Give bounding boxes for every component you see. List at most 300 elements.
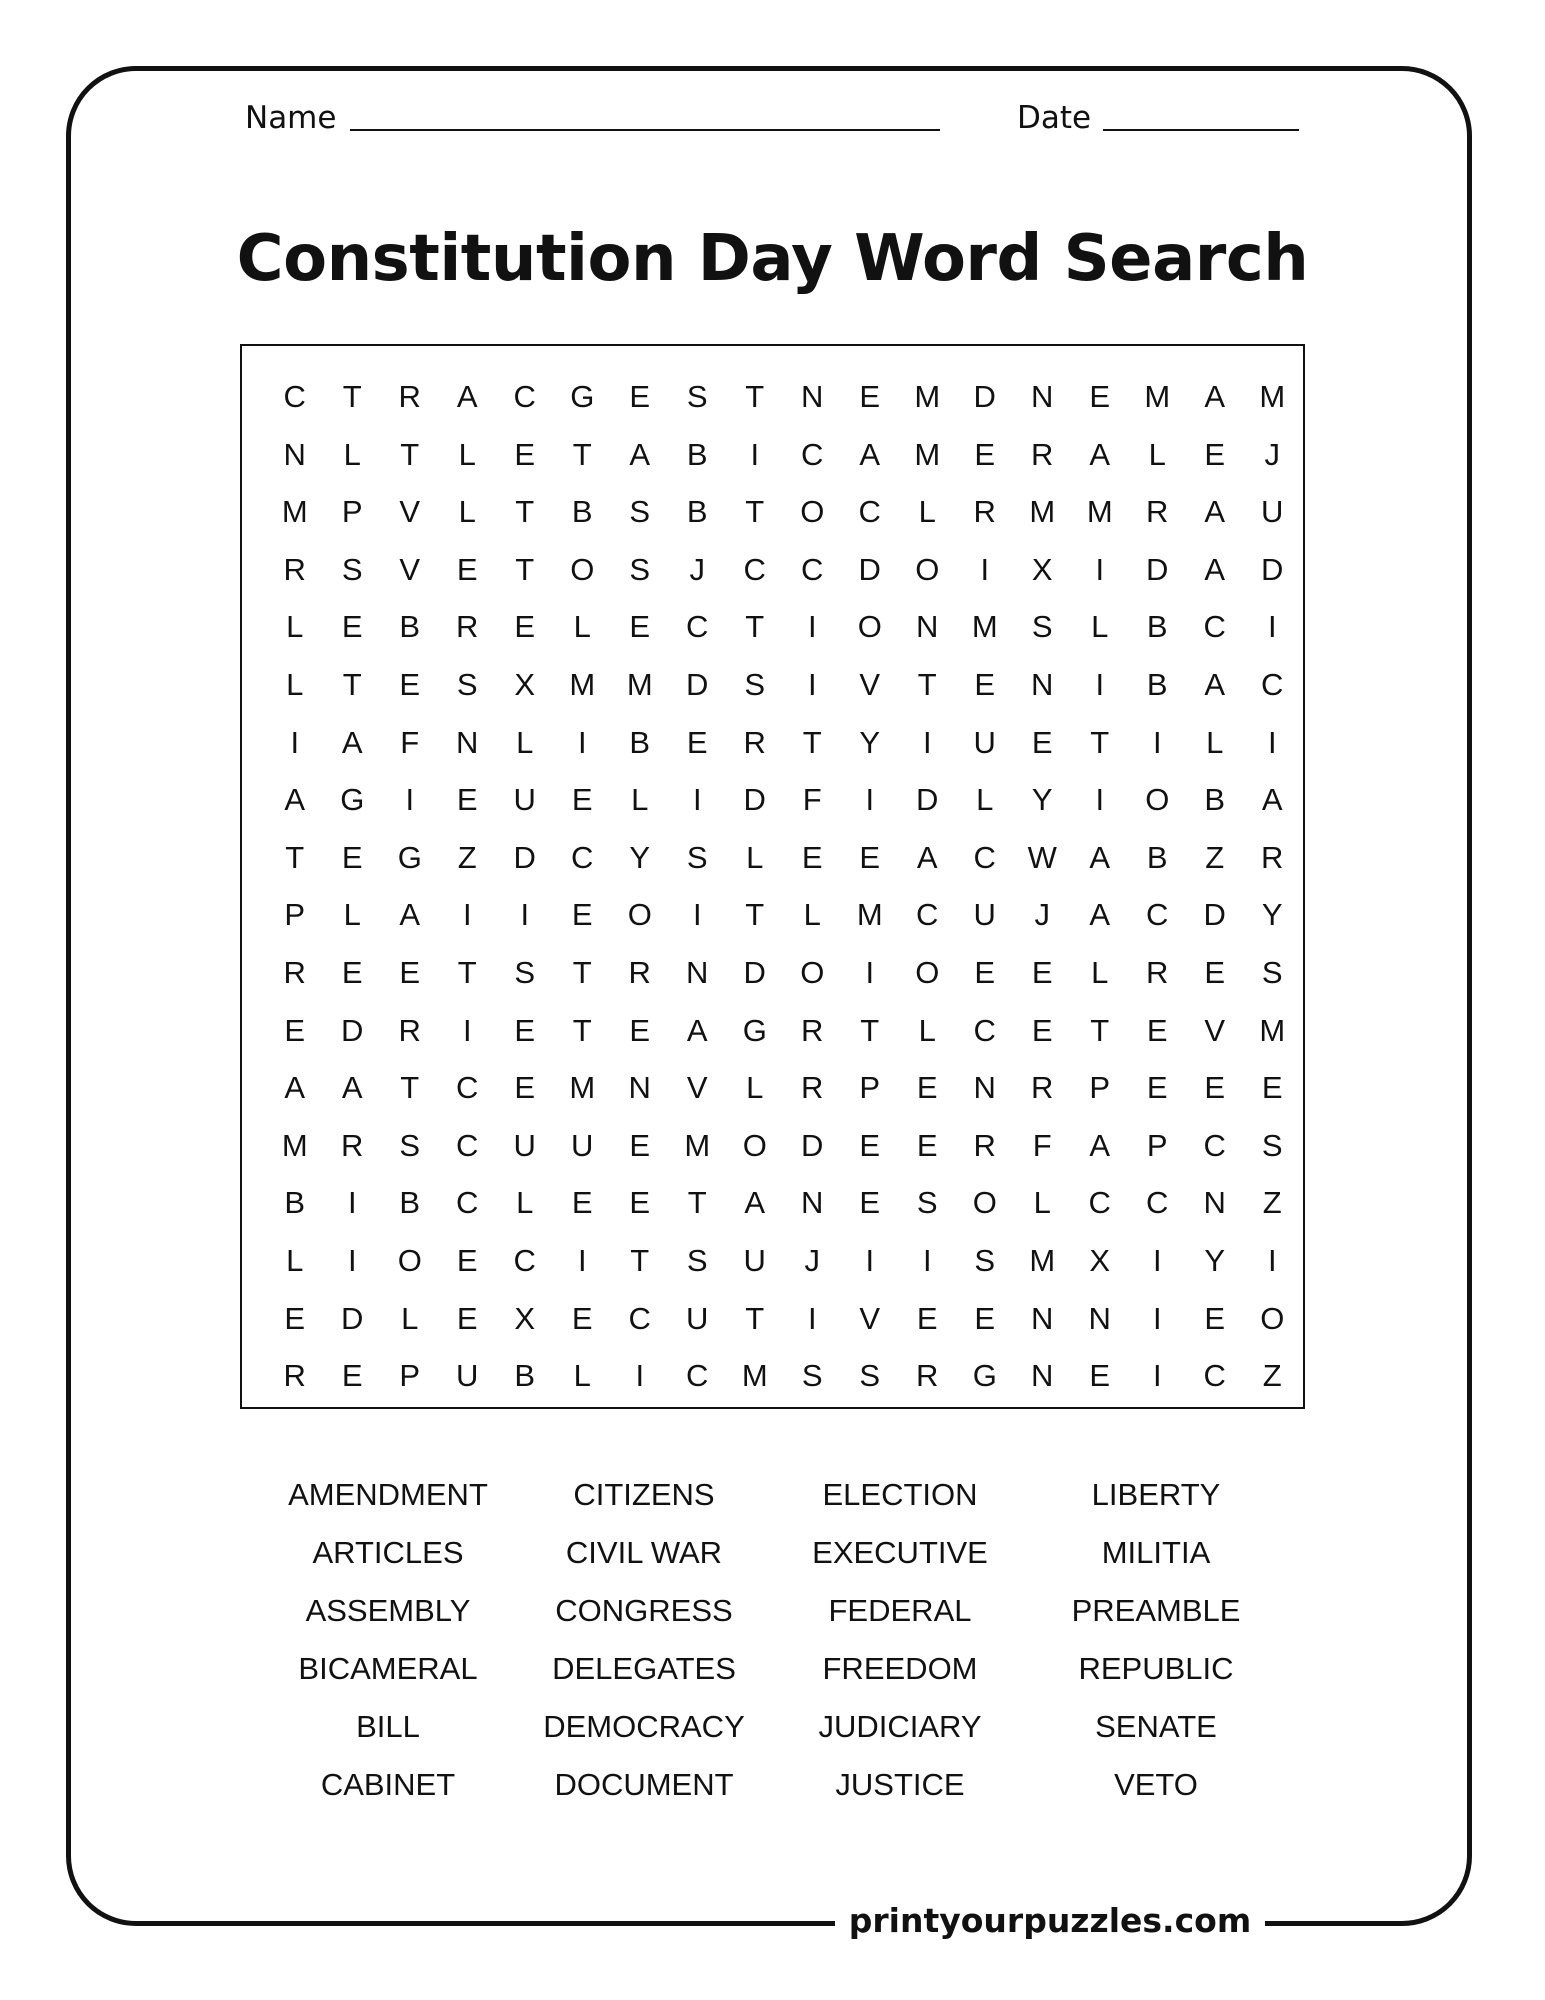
puzzle-grid-box [240,344,1305,1409]
grid-letter: D [858,551,881,587]
grid-letter: E [341,1358,363,1394]
grid-letter: E [859,839,881,875]
grid-letter: B [1146,609,1168,645]
grid-letter: B [686,494,708,530]
grid-letter: C [973,839,996,875]
grid-letter: I [865,954,875,990]
grid-letter: L [286,609,304,645]
grid-letter: E [284,1300,306,1336]
grid-letter: D [1203,897,1226,933]
grid-letter: E [629,1185,651,1221]
grid-letter: A [456,379,478,414]
grid-letter: A [686,1012,708,1048]
grid-letter: N [628,1070,651,1106]
grid-letter: T [687,1185,707,1221]
grid-letter: I [520,897,530,933]
grid-letter: S [629,551,651,587]
grid-letter: R [973,494,996,530]
grid-letter: I [462,1012,472,1048]
grid-letter: D [686,666,709,702]
grid-letter: A [1089,839,1111,875]
grid-letter: A [859,436,881,472]
grid-letter: T [572,436,592,472]
grid-letter: I [405,782,415,818]
grid-letter: E [1204,436,1226,472]
footer-site: printyourpuzzles.com [848,1901,1252,1940]
grid-letter: M [281,1127,308,1163]
grid-letter: E [629,1127,651,1163]
grid-letter: Y [1204,1242,1226,1278]
date-line [1103,129,1299,131]
grid-letter: T [400,1070,420,1106]
grid-letter: E [571,782,593,818]
grid-letter: V [859,666,881,702]
grid-letter: I [692,897,702,933]
grid-letter: M [1259,1012,1286,1048]
word-list-item: VETO [1114,1767,1198,1802]
grid-letter: O [915,954,940,990]
grid-letter: M [569,1070,596,1106]
grid-letter: I [807,609,817,645]
grid-letter: I [1267,724,1277,760]
grid-letter: A [1261,782,1283,818]
grid-letter: O [800,954,825,990]
grid-letter: I [980,551,990,587]
word-list-item: ELECTION [822,1477,978,1512]
grid-letter: R [801,1012,824,1048]
grid-letter: E [341,609,363,645]
grid-letter: G [972,1358,997,1394]
grid-letter: E [399,666,421,702]
grid-letter: S [1031,609,1053,645]
grid-letter: B [399,1185,421,1221]
grid-letter: L [516,724,534,760]
grid-letter: J [804,1242,820,1278]
word-list-item: FEDERAL [828,1593,972,1628]
grid-letter: L [401,1300,419,1336]
grid-letter: N [1031,1358,1054,1394]
grid-letter: C [1146,897,1169,933]
grid-letter: V [859,1300,881,1336]
grid-letter: B [1146,839,1168,875]
grid-letter: M [1259,379,1286,414]
grid-letter: E [801,839,823,875]
grid-letter: E [916,1127,938,1163]
grid-letter: J [689,551,705,587]
grid-letter: R [283,954,306,990]
grid-letter: U [513,782,536,818]
grid-letter: A [1089,897,1111,933]
grid-letter: C [1088,1185,1111,1221]
grid-letter: L [343,897,361,933]
grid-letter: C [858,494,881,530]
grid-letter: O [570,551,595,587]
grid-letter: E [1204,1300,1226,1336]
grid-letter: S [801,1358,823,1394]
grid-letter: T [572,1012,592,1048]
grid-letter: G [570,379,595,414]
word-list-item: FREEDOM [822,1651,978,1686]
grid-letter: M [1086,494,1113,530]
grid-letter: B [686,436,708,472]
grid-letter: E [1031,954,1053,990]
grid-letter: E [974,954,996,990]
page-title: Constitution Day Word Search [236,222,1309,296]
grid-letter: R [973,1127,996,1163]
word-list-item: ASSEMBLY [305,1593,471,1628]
grid-letter: G [742,1012,767,1048]
word-list-item: DELEGATES [552,1651,736,1686]
grid-letter: E [974,666,996,702]
grid-letter: L [746,1070,764,1106]
grid-letter: Z [1262,1185,1282,1221]
grid-letter: I [1152,1358,1162,1394]
grid-letter: D [341,1012,364,1048]
grid-letter: C [686,609,709,645]
grid-letter: R [456,609,479,645]
grid-letter: I [1095,782,1105,818]
grid-letter: M [914,436,941,472]
grid-letter: G [340,782,365,818]
grid-letter: M [971,609,998,645]
grid-letter: D [801,1127,824,1163]
grid-letter: Z [457,839,477,875]
grid-letter: I [1152,724,1162,760]
grid-letter: T [572,954,592,990]
grid-letter: E [284,1012,306,1048]
grid-letter: L [918,494,936,530]
grid-letter: D [973,379,996,414]
grid-letter: C [1203,1358,1226,1394]
grid-letter: C [513,379,536,414]
word-list-item: EXECUTIVE [812,1535,988,1570]
grid-letter: J [1034,897,1050,933]
grid-letter: R [801,1070,824,1106]
grid-letter: O [742,1127,767,1163]
name-line [350,129,940,131]
word-list-item: DEMOCRACY [543,1709,745,1744]
grid-letter: L [516,1185,534,1221]
grid-letter: U [743,1242,766,1278]
grid-letter: A [341,724,363,760]
grid-letter: O [1260,1300,1285,1336]
grid-letter: R [628,954,651,990]
grid-letter: N [456,724,479,760]
word-list-item: DOCUMENT [554,1767,734,1802]
grid-letter: L [1033,1185,1051,1221]
grid-letter: S [916,1185,938,1221]
grid-letter: M [1029,1242,1056,1278]
grid-letter: P [859,1070,881,1106]
grid-letter: I [1095,666,1105,702]
grid-letter: L [573,609,591,645]
grid-letter: I [347,1185,357,1221]
grid-letter: S [859,1358,881,1394]
grid-letter: M [856,897,883,933]
grid-letter: E [1204,954,1226,990]
grid-letter: M [741,1358,768,1394]
grid-letter: L [343,436,361,472]
grid-letter: T [515,494,535,530]
word-list-item: CIVIL WAR [565,1535,723,1570]
grid-letter: E [916,1070,938,1106]
grid-letter: M [1144,379,1171,414]
grid-letter: S [399,1127,421,1163]
grid-letter: L [1148,436,1166,472]
grid-letter: E [859,379,881,414]
name-label: Name [245,100,337,136]
grid-letter: R [283,1358,306,1394]
grid-letter: L [631,782,649,818]
word-list-item: CITIZENS [573,1477,715,1512]
grid-letter: I [1267,1242,1277,1278]
grid-letter: A [284,1070,306,1106]
grid-letter: I [1152,1300,1162,1336]
date-label: Date [1017,100,1092,136]
grid-letter: B [1204,782,1226,818]
grid-letter: C [916,897,939,933]
grid-letter: S [686,1242,708,1278]
grid-letter: T [860,1012,880,1048]
grid-letter: N [1203,1185,1226,1221]
grid-letter: E [1146,1012,1168,1048]
grid-letter: D [1146,551,1169,587]
grid-letter: E [456,551,478,587]
grid-letter: E [571,897,593,933]
grid-letter: O [857,609,882,645]
grid-letter: I [865,1242,875,1278]
grid-letter: T [400,436,420,472]
word-list-item: ARTICLES [312,1535,464,1570]
grid-letter: R [398,1012,421,1048]
grid-letter: T [285,839,305,875]
grid-letter: I [750,436,760,472]
grid-letter: L [1091,609,1109,645]
grid-letter: F [1032,1127,1052,1163]
grid-letter: I [922,724,932,760]
grid-letter: T [745,609,765,645]
grid-letter: R [1031,1070,1054,1106]
grid-letter: S [974,1242,996,1278]
grid-letter: C [628,1300,651,1336]
word-list-item: BILL [356,1709,420,1744]
grid-letter: O [627,897,652,933]
word-list-item: AMENDMENT [288,1477,488,1512]
grid-letter: E [1089,379,1111,414]
grid-letter: N [801,379,824,414]
grid-letter: N [973,1070,996,1106]
grid-letter: B [399,609,421,645]
grid-letter: C [456,1127,479,1163]
grid-letter: E [341,954,363,990]
grid-letter: E [629,379,651,414]
grid-letter: Y [1261,897,1283,933]
grid-letter: L [976,782,994,818]
grid-letter: U [513,1127,536,1163]
grid-letter: N [801,1185,824,1221]
grid-letter: O [915,551,940,587]
grid-letter: C [801,436,824,472]
grid-letter: E [514,1070,536,1106]
grid-letter: D [341,1300,364,1336]
grid-letter: T [745,494,765,530]
grid-letter: E [456,1242,478,1278]
grid-letter: L [573,1358,591,1394]
grid-letter: Z [1262,1358,1282,1394]
grid-letter: P [1146,1127,1168,1163]
grid-letter: F [802,782,822,818]
grid-letter: L [1206,724,1224,760]
grid-letter: V [686,1070,708,1106]
grid-letter: R [743,724,766,760]
grid-letter: R [1031,436,1054,472]
grid-letter: T [457,954,477,990]
grid-letter: X [514,666,536,702]
grid-letter: B [1146,666,1168,702]
grid-letter: U [973,897,996,933]
grid-letter: C [283,379,306,414]
grid-letter: C [456,1070,479,1106]
grid-letter: L [458,436,476,472]
grid-letter: N [1031,1300,1054,1336]
word-list-item: REPUBLIC [1078,1651,1234,1686]
grid-letter: S [456,666,478,702]
grid-letter: C [513,1242,536,1278]
grid-letter: E [456,782,478,818]
grid-letter: T [1090,1012,1110,1048]
word-list-item: PREAMBLE [1071,1593,1241,1628]
grid-letter: E [629,609,651,645]
grid-letter: M [281,494,308,530]
grid-letter: E [514,436,536,472]
grid-letter: Z [1205,839,1225,875]
grid-letter: P [341,494,363,530]
grid-letter: A [1204,666,1226,702]
grid-letter: C [801,551,824,587]
grid-letter: T [917,666,937,702]
grid-letter: A [629,436,651,472]
grid-letter: S [686,839,708,875]
word-list-item: SENATE [1095,1709,1217,1744]
grid-letter: N [916,609,939,645]
grid-letter: I [865,782,875,818]
grid-letter: T [342,379,362,414]
grid-letter: J [1264,436,1280,472]
grid-letter: A [1204,494,1226,530]
grid-letter: R [1146,494,1169,530]
grid-letter: U [456,1358,479,1394]
grid-letter: C [1203,1127,1226,1163]
grid-letter: L [286,1242,304,1278]
grid-letter: U [571,1127,594,1163]
grid-letter: C [571,839,594,875]
grid-letter: P [284,897,306,933]
grid-letter: E [916,1300,938,1336]
grid-letter: L [918,1012,936,1048]
grid-letter: R [1146,954,1169,990]
grid-letter: R [341,1127,364,1163]
grid-letter: B [514,1358,536,1394]
grid-letter: T [515,551,535,587]
grid-letter: N [283,436,306,472]
grid-letter: E [1089,1358,1111,1394]
grid-letter: D [916,782,939,818]
grid-letter: V [399,494,421,530]
grid-letter: L [803,897,821,933]
grid-letter: D [513,839,536,875]
grid-letter: I [577,724,587,760]
grid-letter: S [341,551,363,587]
grid-letter: Y [629,839,651,875]
word-list-item: MILITIA [1101,1535,1211,1570]
grid-letter: L [458,494,476,530]
grid-letter: I [807,666,817,702]
grid-letter: T [802,724,822,760]
grid-letter: I [577,1242,587,1278]
grid-letter: E [399,954,421,990]
grid-letter: E [629,1012,651,1048]
grid-letter: F [400,724,420,760]
grid-letter: M [914,379,941,414]
grid-letter: C [456,1185,479,1221]
grid-letter: X [514,1300,536,1336]
grid-letter: U [1261,494,1284,530]
grid-letter: E [1146,1070,1168,1106]
grid-letter: U [686,1300,709,1336]
grid-letter: A [1204,379,1226,414]
grid-letter: B [284,1185,306,1221]
grid-letter: I [1152,1242,1162,1278]
grid-letter: A [744,1185,766,1221]
grid-letter: N [1031,379,1054,414]
grid-letter: D [743,782,766,818]
grid-letter: E [974,1300,996,1336]
grid-letter: R [916,1358,939,1394]
grid-letter: P [399,1358,421,1394]
grid-letter: N [1088,1300,1111,1336]
grid-letter: A [399,897,421,933]
grid-letter: L [746,839,764,875]
letter-grid [266,368,1301,1405]
grid-letter: E [1261,1070,1283,1106]
grid-letter: C [686,1358,709,1394]
grid-letter: Y [859,724,881,760]
word-list-item: CONGRESS [555,1593,733,1628]
grid-letter: D [1261,551,1284,587]
grid-letter: E [1031,724,1053,760]
grid-letter: M [1029,494,1056,530]
grid-letter: B [571,494,593,530]
grid-letter: G [397,839,422,875]
grid-letter: E [686,724,708,760]
grid-letter: A [1089,436,1111,472]
grid-letter: R [283,551,306,587]
grid-letter: I [462,897,472,933]
grid-letter: E [571,1185,593,1221]
grid-letter: E [1204,1070,1226,1106]
grid-letter: T [630,1242,650,1278]
grid-letter: O [1145,782,1170,818]
grid-letter: E [514,1012,536,1048]
header-row [245,100,1305,142]
grid-letter: C [1146,1185,1169,1221]
grid-letter: E [1031,1012,1053,1048]
grid-letter: M [569,666,596,702]
grid-letter: T [342,666,362,702]
grid-letter: I [635,1358,645,1394]
grid-letter: A [284,782,306,818]
grid-letter: O [397,1242,422,1278]
